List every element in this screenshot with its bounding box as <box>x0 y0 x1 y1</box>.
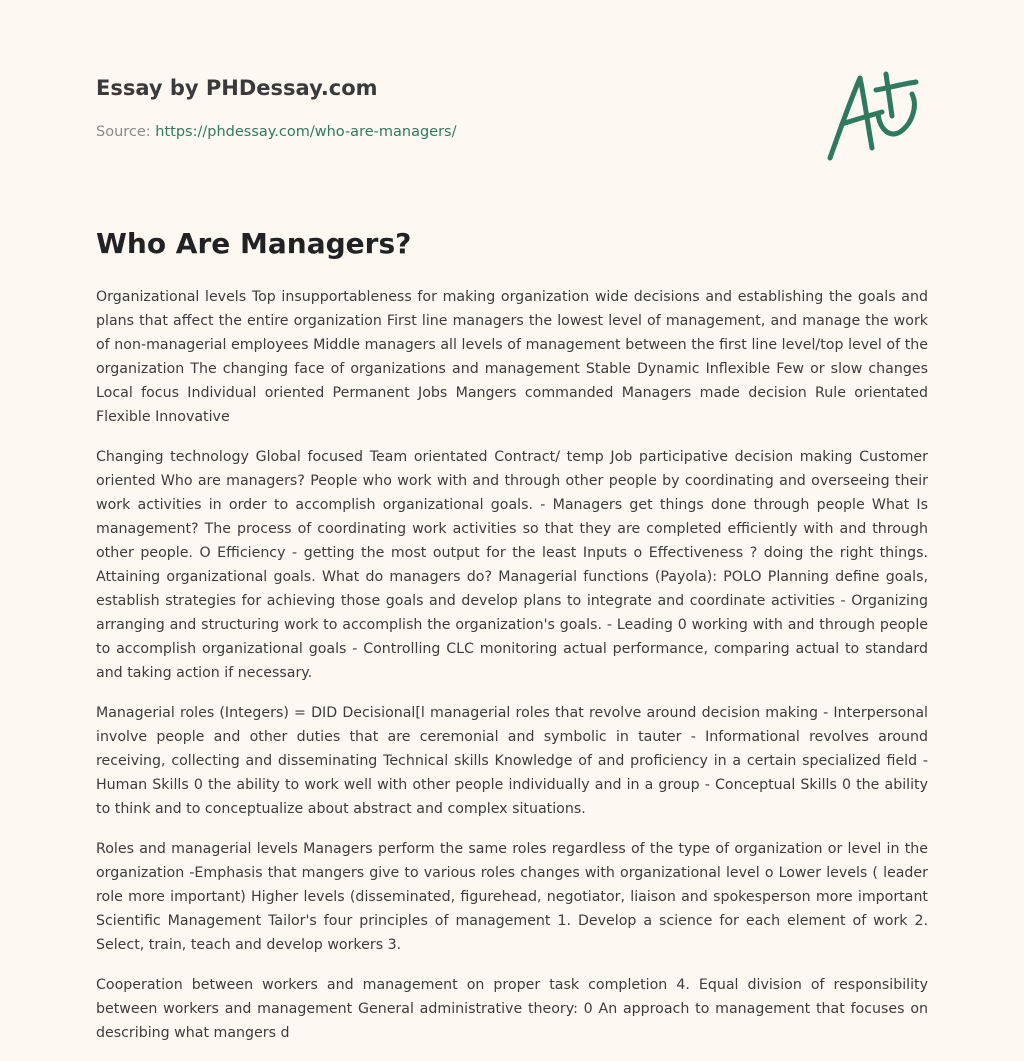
source-label: Source: <box>96 124 151 140</box>
source-link[interactable]: https://phdessay.com/who-are-managers/ <box>155 124 457 140</box>
essay-paragraph: Managerial roles (Integers) = DID Decisional[l managerial roles that revolve around decision making - Interpersonal involve people and other duties that are ceremonial and symbolic in tauter - Informational revolves around receiving, collecting and disseminating Technical skills Knowledge of and proficiency in a certain specialized field - Human Skills 0 the ability to work well with other people individually and in a group - Conceptual Skills 0 the ability to think and to conceptualize about abstract and complex situations. <box>96 705 928 817</box>
source-line <box>96 124 456 140</box>
essay-paragraph: Organizational levels Top insupportableness for making organization wide decisions and establishing the goals and plans that affect the entire organization First line managers the lowest level of management, and manage the work of non-managerial employees Middle managers all levels of management between the first line level/top level of the organization The changing face of organizations and management Stable Dynamic Inflexible Few or slow changes Local focus Individual oriented Permanent Jobs Mangers commanded Managers made decision Rule orientated Flexible Innovative <box>96 289 928 425</box>
essay-paragraph: Cooperation between workers and management on proper task completion 4. Equal division of responsibility between workers and management General administrative theory: 0 An approach to management that focuses on describing what mangers d <box>96 977 928 1041</box>
essay-body <box>96 285 928 1061</box>
essay-paragraph: Changing technology Global focused Team orientated Contract/ temp Job participative decision making Customer oriented Who are managers? People who work with and through other people by coordinating and overseeing their work activities in order to accomplish organizational goals. - Managers get things done through people What Is management? The process of coordinating work activities so that they are completed efficiently with and through other people. O Efficiency - getting the most output for the least Inputs o Effectiveness ? doing the right things. Attaining organizational goals. What do managers do? Managerial functions (Payola): POLO Planning define goals, establish strategies for achieving those goals and develop plans to integrate and coordinate activities - Organizing arranging and structuring work to accomplish the organization's goals. - Leading 0 working with and through people to accomplish organizational goals - Controlling CLC monitoring actual performance, comparing actual to standard and taking action if necessary. <box>96 449 928 681</box>
essay-paragraph: Roles and managerial levels Managers perform the same roles regardless of the type of organization or level in the organization -Emphasis that mangers give to various roles changes with organizational level o Lower levels ( leader role more important) Higher levels (disseminated, figurehead, negotiator, liaison and spokesperson more important Scientific Management Tailor's four principles of management 1. Develop a science for each element of work 2. Select, train, teach and develop workers 3. <box>96 841 928 953</box>
essay-title: Who Are Managers? <box>96 227 412 260</box>
a-plus-logo-icon <box>820 66 930 166</box>
site-brand: Essay by PHDessay.com <box>96 76 378 100</box>
